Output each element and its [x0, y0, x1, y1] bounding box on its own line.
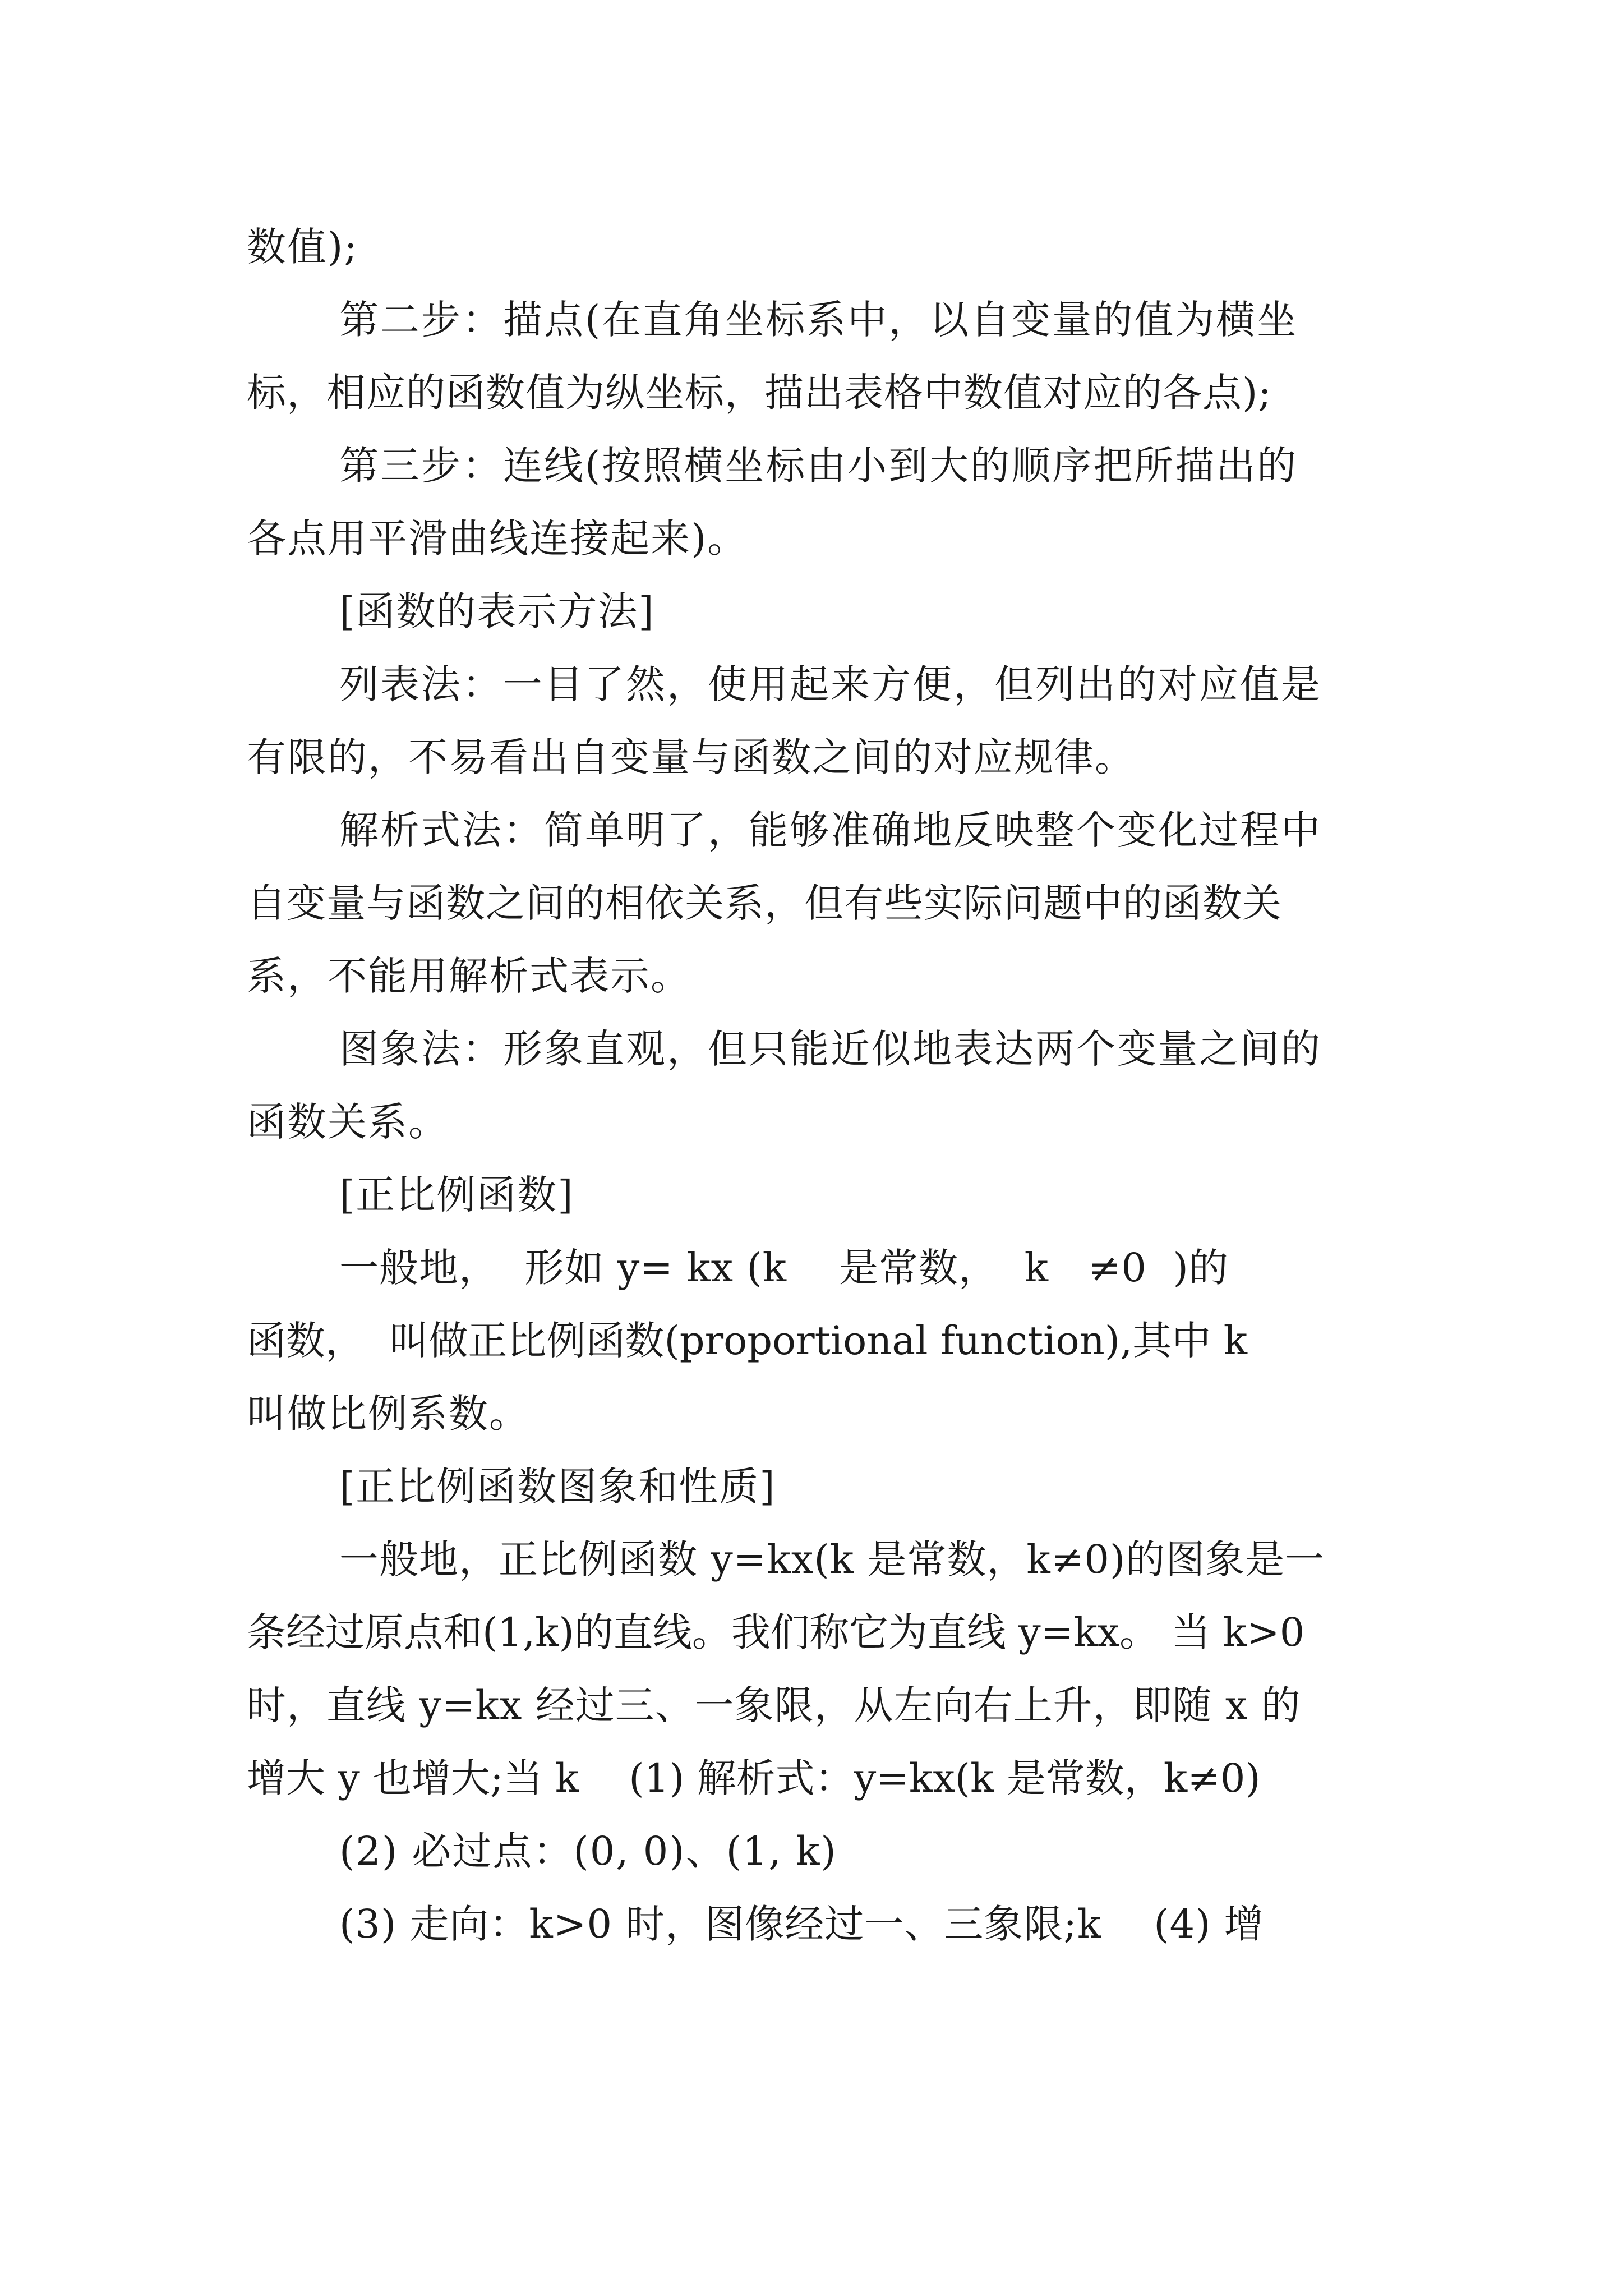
text-line: 系，不能用解析式表示。: [247, 953, 691, 999]
text-line: 增大 y 也增大;当 k (1) 解析式：y=kx(k 是常数，k≠0): [247, 1755, 1261, 1801]
text-line: 第二步：描点(在直角坐标系中，以自变量的值为横坐: [339, 297, 1298, 343]
text-line: 叫做比例系数。: [247, 1391, 529, 1437]
text-line: 时，直线 y=kx 经过三、一象限，从左向右上升，即随 x 的: [247, 1682, 1301, 1728]
text-line: 一般地，正比例函数 y=kx(k 是常数，k≠0)的图象是一: [339, 1536, 1325, 1582]
text-line: 解析式法：简单明了，能够准确地反映整个变化过程中: [339, 807, 1322, 853]
text-line: 函数关系。: [247, 1099, 449, 1145]
text-line: (3) 走向：k>0 时，图像经过一、三象限;k (4) 增: [339, 1901, 1264, 1947]
text-line: 函数， 叫做正比例函数(proportional function),其中 k: [247, 1318, 1248, 1364]
section-heading: [正比例函数图象和性质]: [339, 1464, 776, 1510]
text-line: 列表法：一目了然，使用起来方便，但列出的对应值是: [339, 661, 1322, 707]
text-line: 各点用平滑曲线连接起来)。: [247, 516, 748, 562]
text-line: (2) 必过点：(0, 0)、(1, k): [339, 1828, 837, 1874]
section-heading: [正比例函数]: [339, 1172, 574, 1218]
text-line: 自变量与函数之间的相依关系，但有些实际问题中的函数关: [247, 880, 1282, 926]
section-heading: [函数的表示方法]: [339, 588, 655, 634]
text-line: 图象法：形象直观，但只能近似地表达两个变量之间的: [339, 1026, 1322, 1072]
text-line: 一般地， 形如 y= kx (k 是常数， k ≠0 )的: [339, 1245, 1229, 1291]
text-line: 标，相应的函数值为纵坐标，描出表格中数值对应的各点);: [247, 370, 1272, 416]
text-line: 条经过原点和(1,k)的直线。我们称它为直线 y=kx。 当 k>0: [247, 1609, 1305, 1655]
text-line: 有限的，不易看出自变量与函数之间的对应规律。: [247, 734, 1135, 780]
text-line: 数值);: [247, 224, 358, 270]
text-line: 第三步：连线(按照横坐标由小到大的顺序把所描出的: [339, 443, 1298, 489]
